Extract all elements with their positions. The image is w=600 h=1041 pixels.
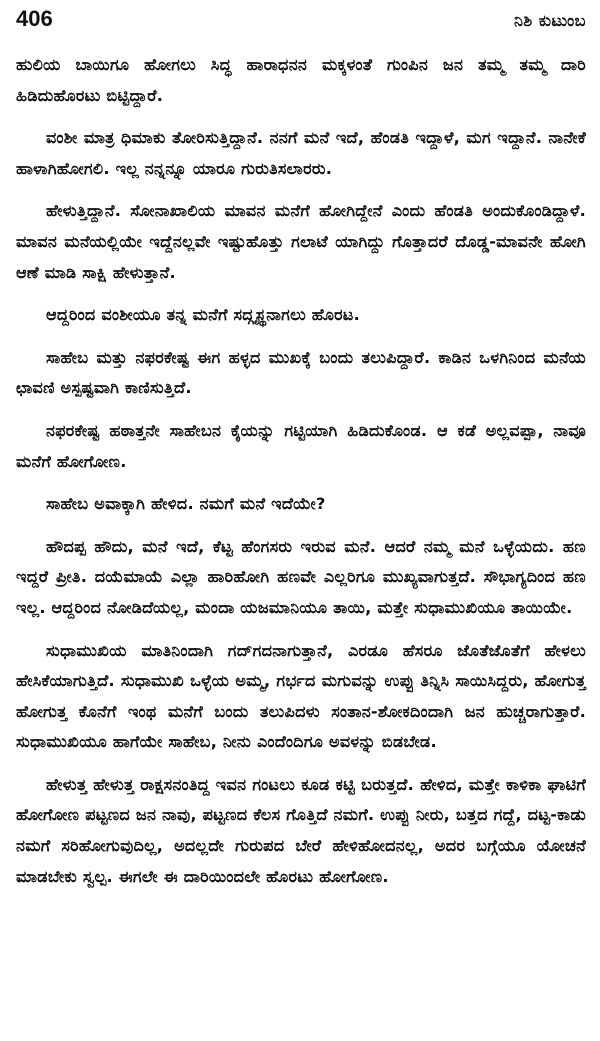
paragraph: ಆದ್ದರಿಂದ ವಂಶೀಯೂ ತನ್ನ ಮನೆಗೆ ಸದ್ಗೃಸ್ಥನಾಗಲು ಹೊರಟ.: [46, 305, 361, 325]
paragraph: ವಂಶೀ ಮಾತ್ರ ಧಿಮಾಕು ತೋರಿಸುತ್ತಿದ್ದಾನೆ. ನನಗೆ ಮನೆ ಇದೆ, ಹೆಂಡತಿ ಇದ್ದಾಳೆ, ಮಗ ಇದ್ದಾನೆ. ನಾನೇಕೆ ಹಾಳಾಗಿಹೋಗಲಿ. ಇಲ್ಲ ನನ್ನನ್ನೂ ಯಾರೂ ಗುರುತಿಸಲಾರರು.: [16, 128, 586, 178]
paragraph: ಹುಲಿಯ ಬಾಯಿಗೂ ಹೋಗಲು ಸಿದ್ಧ ಹಾರಾಧನನ ಮಕ್ಕಳಂತೆ ಗುಂಪಿನ ಜನ ತಮ್ಮ ತಮ್ಮ ದಾರಿ ಹಿಡಿದುಹೊರಟು ಬಿಟ್ಟಿದ್ದಾರೆ.: [16, 55, 586, 105]
body-text: [16, 50, 586, 892]
paragraph: ಹೇಳುತ್ತಿದ್ದಾನೆ. ಸೋನಾಖಾಲಿಯ ಮಾವನ ಮನೆಗೆ ಹೋಗಿದ್ದೇನೆ ಎಂದು ಹೆಂಡತಿ ಅಂದುಕೊಂಡಿದ್ದಾಳೆ. ಮಾವನ ಮನೆಯಲ್ಲಿಯೇ ಇದ್ದೆನಲ್ಲವೇ ಇಷ್ಟುಹೊತ್ತು ಗಲಾಟೆ ಯಾಗಿದ್ದು ಗೊತ್ತಾದರೆ ದೊಡ್ಡ-ಮಾವನೇ ಹೋಗಿ ಆಣೆ ಮಾಡಿ ಸಾಕ್ಷಿ ಹೇಳುತ್ತಾನೆ.: [16, 201, 586, 282]
paragraph: ಹೇಳುತ್ತ ಹೇಳುತ್ತ ರಾಕ್ಷಸನಂತಿದ್ದ ಇವನ ಗಂಟಲು ಕೂಡ ಕಟ್ಟಿ ಬರುತ್ತದೆ. ಹೇಳಿದ, ಮತ್ತೇ ಕಾಳಿಕಾ ಘಾಟಿಗೆ ಹೋಗೋಣ ಪಟ್ಟಣದ ಜನ ನಾವು, ಪಟ್ಟಣದ ಕೆಲಸ ಗೊತ್ತಿದೆ ನಮಗೆ. ಉಪ್ಪು ನೀರು, ಬತ್ತದ ಗದ್ದೆ, ದಟ್ಟ-ಕಾಡು ನಮಗೆ ಸರಿಹೋಗುವುದಿಲ್ಲ, ಅದಲ್ಲದೇ ಗುರುಪದ ಬೇರೆ ಹೇಳಿಹೋದನಲ್ಲ, ಅದರ ಬಗ್ಗೆಯೂ ಯೋಚನೆ ಮಾಡಬೇಕು ಸ್ವಲ್ಪ. ಈಗಲೇ ಈ ದಾರಿಯಿಂದಲೇ ಹೊರಟು ಹೋಗೋಣ.: [16, 774, 586, 886]
page-number: 406: [16, 6, 53, 31]
paragraph: ಸುಧಾಮುಖಿಯ ಮಾತಿನಿಂದಾಗಿ ಗದ್‌ಗದನಾಗುತ್ತಾನೆ, ಎರಡೂ ಹೆಸರೂ ಜೊತೆಜೊತೆಗೆ ಹೇಳಲು ಹೇಸಿಕೆಯಾಗುತ್ತಿದೆ. ಸುಧಾಮುಖಿ ಒಳ್ಳೆಯ ಅಮ್ಮ, ಗರ್ಭದ ಮಗುವನ್ನು ಉಪ್ಪು ತಿನ್ನಿಸಿ ಸಾಯಿಸಿದ್ದರು, ಹೋಗುತ್ತ ಹೋಗುತ್ತ ಕೊನೆಗೆ ಇಂಥ ಮನೆಗೆ ಬಂದು ತಲುಪಿದಳು ಸಂತಾನ-ಶೋಕದಿಂದಾಗಿ ಜನ ಹುಚ್ಚರಾಗುತ್ತಾರೆ. ಸುಧಾಮುಖಿಯೂ ಹಾಗೆಯೇ ಸಾಹೇಬ, ನೀನು ಎಂದೆಂದಿಗೂ ಅವಳನ್ನು ಬಿಡಬೇಡ.: [16, 640, 586, 752]
paragraph: ಹೌದಪ್ಪ ಹೌದು, ಮನೆ ಇದೆ, ಕೆಟ್ಟ ಹೆಂಗಸರು ಇರುವ ಮನೆ. ಆದರೆ ನಮ್ಮ ಮನೆ ಒಳ್ಳೆಯದು. ಹಣ ಇದ್ದರೆ ಪ್ರೀತಿ. ದಯೆಮಾಯೆ ಎಲ್ಲಾ ಹಾರಿಹೋಗಿ ಹಣವೇ ಎಲ್ಲರಿಗೂ ಮುಖ್ಯವಾಗುತ್ತದೆ. ಸೌಭಾಗ್ಯದಿಂದ ಹಣ ಇಲ್ಲ. ಆದ್ದರಿಂದ ನೋಡಿದೆಯಲ್ಲ, ಮಂದಾ ಯಜಮಾನಿಯೂ ತಾಯಿ, ಮತ್ತೇ ಸುಧಾಮುಖಿಯೂ ತಾಯಿಯೇ.: [16, 536, 586, 617]
page-header: [16, 6, 586, 36]
running-title: ನಿಶಿ ಕುಟುಂಬ: [514, 11, 586, 30]
paragraph: ನಫರಕೇಷ್ಟ ಹಠಾತ್ತನೇ ಸಾಹೇಬನ ಕೈಯನ್ನು ಗಟ್ಟಿಯಾಗಿ ಹಿಡಿದುಕೊಂಡ. ಆ ಕಡೆ ಅಲ್ಲವಪ್ಪಾ, ನಾವೂ ಮನೆಗೆ ಹೋಗೋಣ.: [16, 420, 586, 471]
paragraph: ಸಾಹೇಬ ಮತ್ತು ನಫರಕೇಷ್ಟ ಈಗ ಹಳ್ಳದ ಮುಖಕ್ಕೆ ಬಂದು ತಲುಪಿದ್ದಾರೆ. ಕಾಡಿನ ಒಳಗಿನಿಂದ ಮನೆಯ ಛಾವಣಿ ಅಸ್ಪಷ್ಟವಾಗಿ ಕಾಣಿಸುತ್ತಿದೆ.: [16, 347, 586, 398]
paragraph: ಸಾಹೇಬ ಅವಾಕ್ಕಾಗಿ ಹೇಳಿದ. ನಮಗೆ ಮನೆ ಇದೆಯೇ?: [46, 494, 326, 514]
